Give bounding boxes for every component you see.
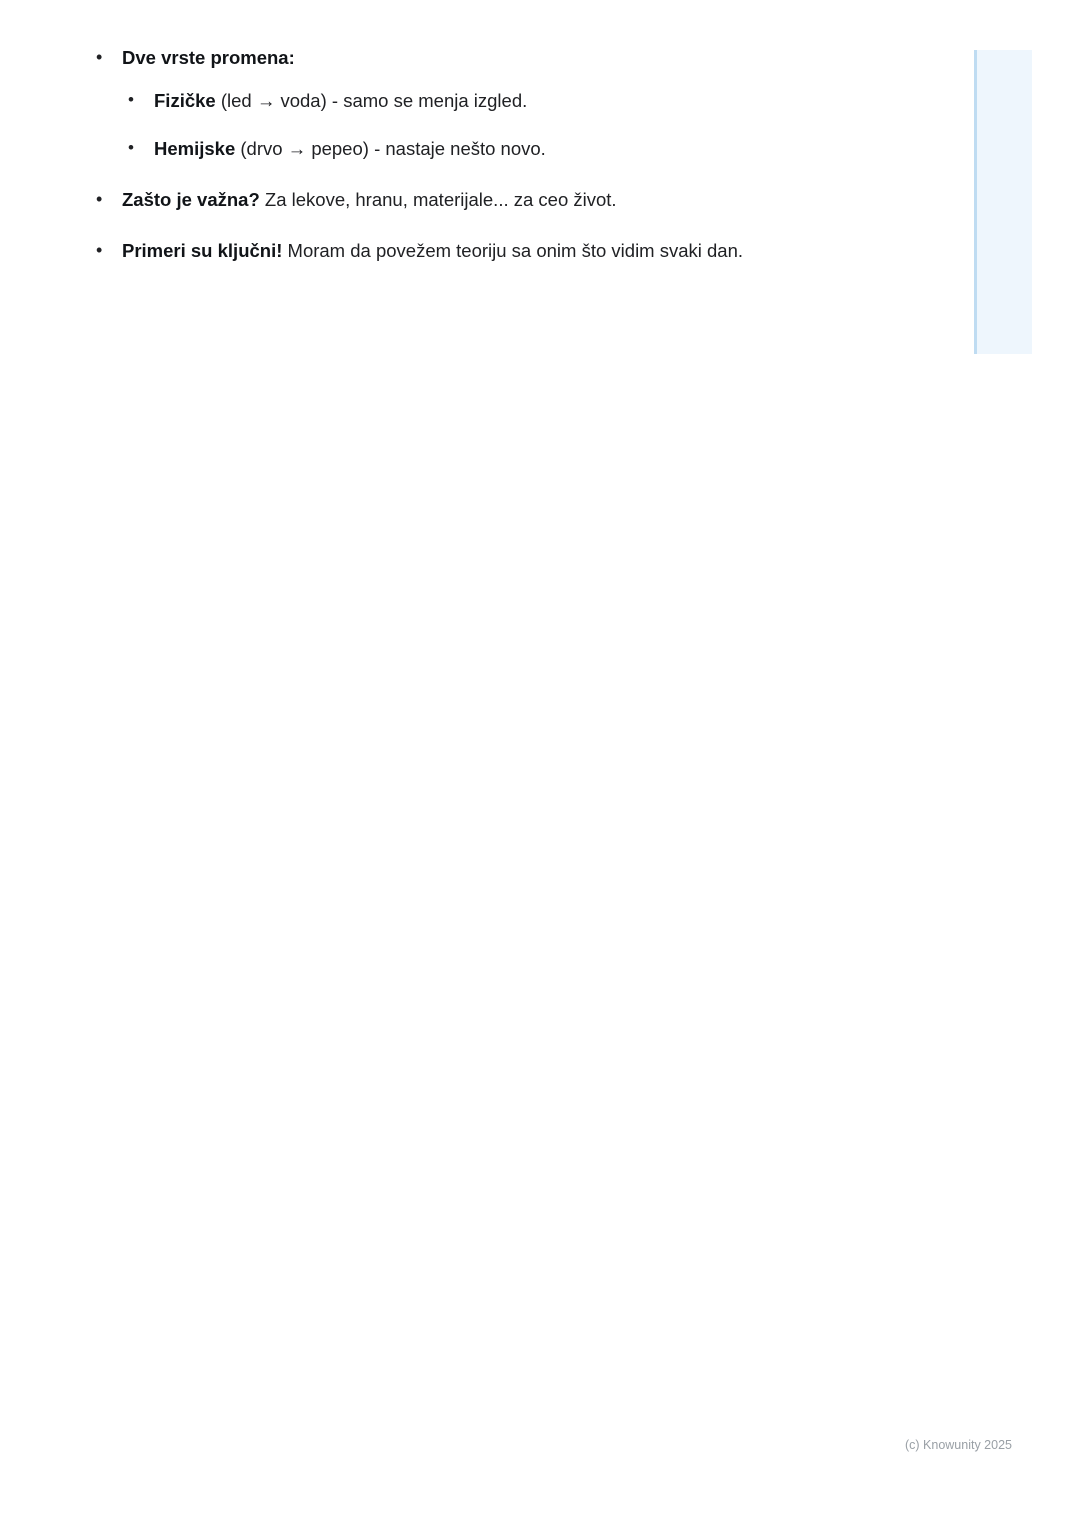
decorative-side-panel [974,50,1032,354]
list-item-rest: (led → voda) - samo se menja izgled. [215,89,528,111]
list-item-rest: (drvo → pepeo) - nastaje nešto novo. [235,138,546,160]
list-item-rest: Za lekove, hranu, materijale... za ceo život. [259,189,617,211]
list-item-rest: Moram da povežem teoriju sa onim što vidim svaki dan. [282,239,744,261]
bullet-icon: • [96,189,103,210]
bullet-icon: • [96,47,103,67]
list-item [92,44,812,164]
top-level-list [92,44,812,265]
notes-content [92,44,812,265]
bullet-icon: • [128,138,134,158]
bullet-icon: • [96,239,103,260]
list-item-bold: Primeri su ključni! [122,239,283,261]
list-item [122,87,812,116]
sub-level-list [122,87,812,164]
footer-copyright: (c) Knowunity 2025 [904,1438,1012,1452]
list-item [122,135,812,164]
list-item-text [122,44,812,73]
list-item-bold: Fizičke [154,89,216,111]
bullet-icon: • [128,89,134,109]
list-item-bold: Hemijske [154,138,236,160]
list-item-bold: Dve vrste promena: [122,47,295,68]
list-item-bold: Zašto je važna? [122,189,260,211]
list-item [92,186,812,215]
list-item [92,237,812,266]
